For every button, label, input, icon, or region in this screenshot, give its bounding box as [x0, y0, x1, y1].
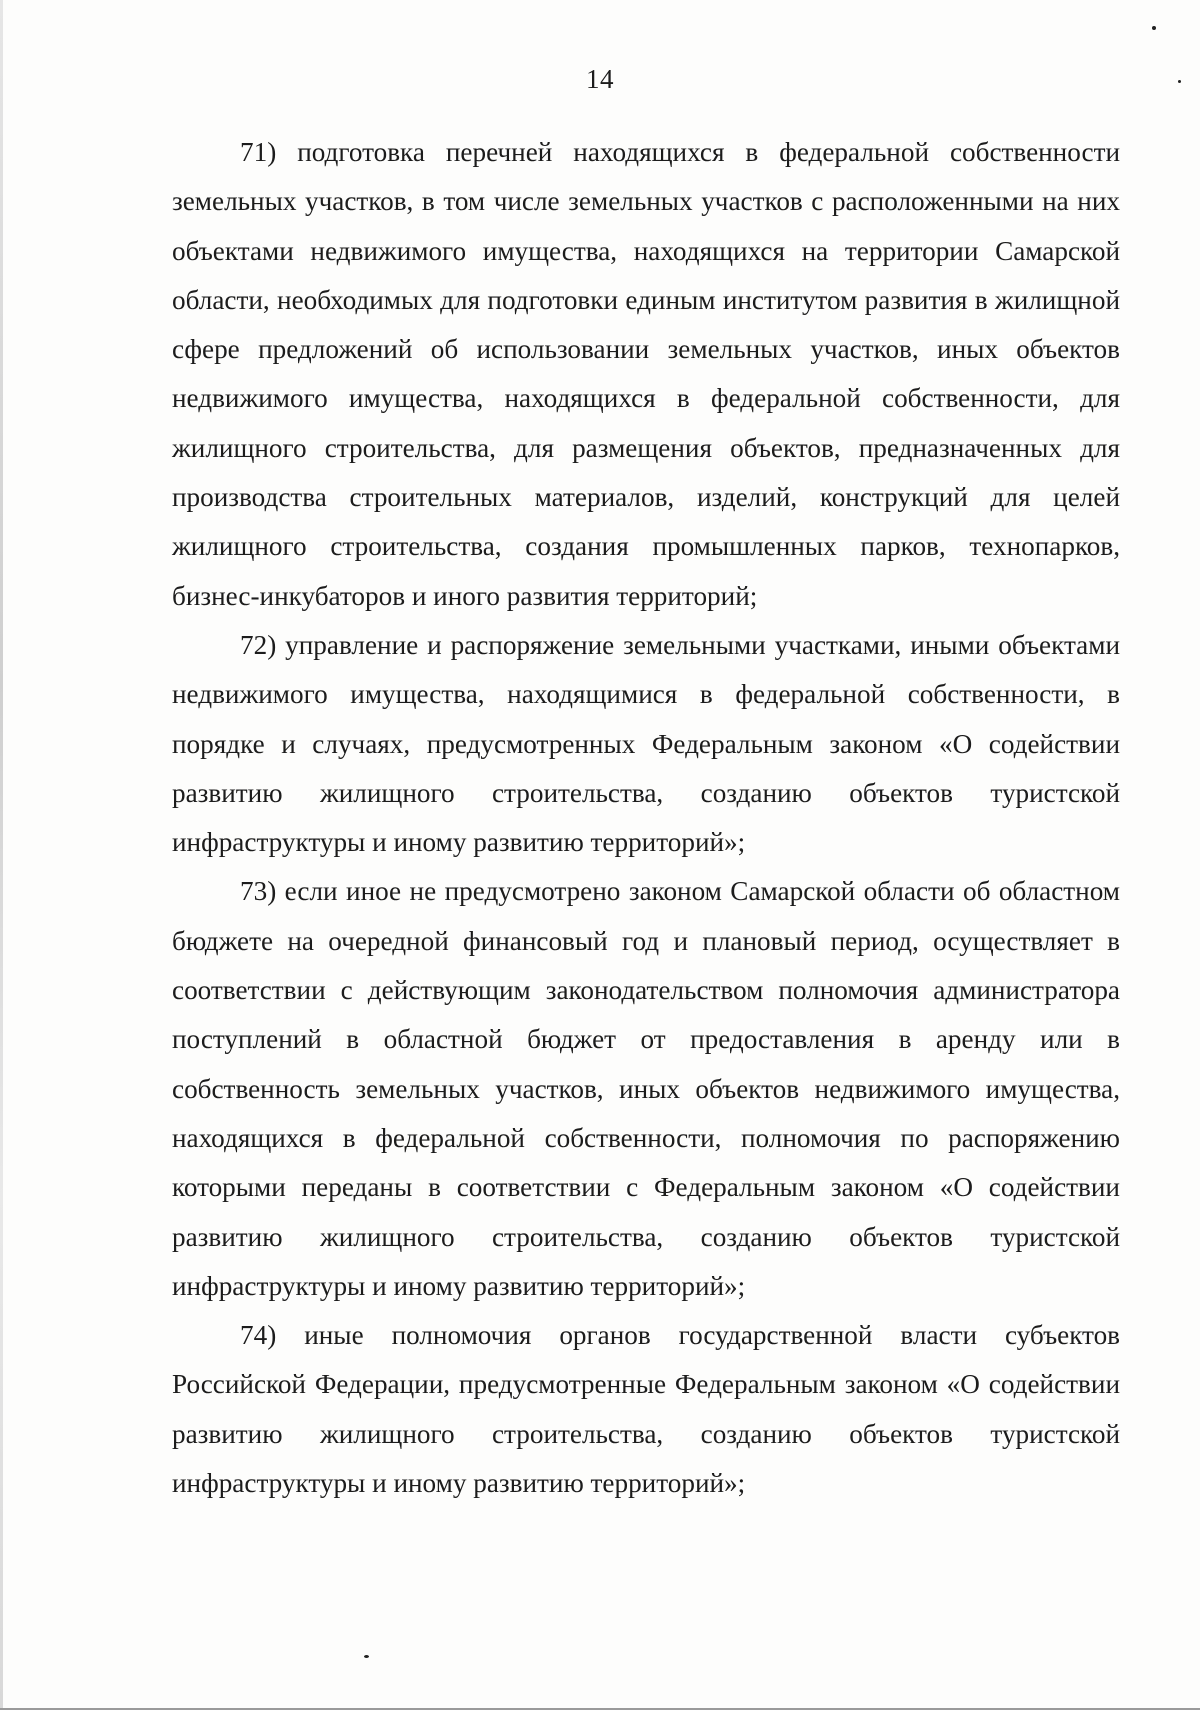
paragraph-71: 71) подготовка перечней находящихся в федеральной собственности земельных участков, в том числе земельных участков с расположенными на них объектами недвижимого имущества, находящихся на территории Самарской области, необходимых для подготовки единым институтом развития в жилищной сфере предложений об использовании земельных участков, иных объектов недвижимого имущества, находящихся в федеральной собственности, для жилищного строительства, для размещения объектов, предназначенных для производства строительных материалов, изделий, конструкций для целей жилищного строительства, создания промышленных парков, технопарков, бизнес-инкубаторов и иного развития территорий; [172, 137, 1120, 611]
scan-edge-left [0, 0, 3, 1710]
page-number: 14 [586, 64, 614, 94]
paragraph-72: 72) управление и распоряжение земельными участками, иными объектами недвижимого имущества, находящимися в федеральной собственности, в порядке и случаях, предусмотренных Федеральным законом «О содействии развитию жилищного строительства, созданию объектов туристской инфраструктуры и иному развитию территорий»; [172, 629, 1120, 858]
document-body [172, 128, 1120, 1508]
paragraph-74: 74) иные полномочия органов государственной власти субъектов Российской Федерации, предусмотренные Федеральным законом «О содействии развитию жилищного строительства, созданию объектов туристской инфраструктуры и иному развитию территорий»; [172, 1320, 1120, 1499]
scan-speck [1152, 26, 1156, 30]
paragraph-73: 73) если иное не предусмотрено законом Самарской области об областном бюджете на очередной финансовый год и плановый период, осуществляет в соответствии с действующим законодательством полномочия администратора поступлений в областной бюджет от предоставления в аренду или в собственность земельных участков, иных объектов недвижимого имущества, находящихся в федеральной собственности, полномочия по распоряжению которыми переданы в соответствии с Федеральным законом «О содействии развитию жилищного строительства, созданию объектов туристской инфраструктуры и иному развитию территорий»; [172, 876, 1120, 1301]
scan-speck [364, 1655, 369, 1658]
